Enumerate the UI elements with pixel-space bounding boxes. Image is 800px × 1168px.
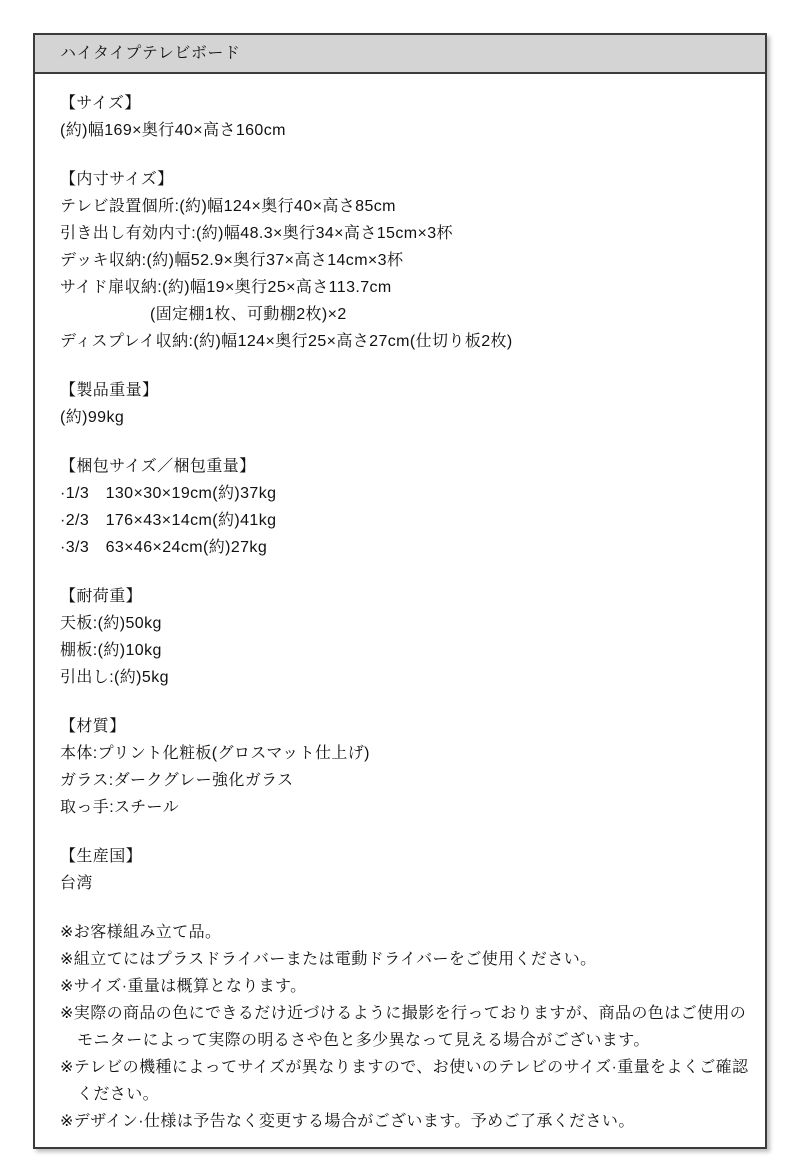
section-load-capacity [60,583,743,691]
spec-header [35,35,765,74]
spec-line: 本体:プリント化粧板(グロスマット仕上げ) [60,745,370,762]
section-material [60,713,743,821]
section-inner-size [60,166,743,355]
section-package [60,453,743,561]
note-line: ※お客様組み立て品。 [60,924,222,941]
note-line: ※組立てにはプラスドライバーまたは電動ドライバーをご使用ください。 [60,951,597,968]
spec-line: 取っ手:スチール [60,799,180,816]
section-heading: 【梱包サイズ／梱包重量】 [60,458,256,475]
spec-line: ·2/3 176×43×14cm(約)41kg [60,512,277,529]
spec-line: 天板:(約)50kg [60,615,162,632]
spec-line: テレビ設置個所:(約)幅124×奥行40×高さ85cm [60,198,396,215]
note-line: ※サイズ·重量は概算となります。 [60,978,307,995]
spec-line: デッキ収納:(約)幅52.9×奥行37×高さ14cm×3杯 [60,252,404,269]
spec-box [33,33,767,1149]
section-size [60,90,743,144]
spec-body [35,74,765,1147]
note-line: ※実際の商品の色にできるだけ近づけるように撮影を行っておりますが、商品の色はご使用の [60,1005,747,1022]
note-line: ※テレビの機種によってサイズが異なりますので、お使いのテレビのサイズ·重量をよくご確認 [60,1059,749,1076]
spec-title: ハイタイプテレビボード [60,45,241,62]
spec-line: 引出し:(約)5kg [60,669,169,686]
spec-line: 台湾 [60,875,93,892]
section-product-weight [60,377,743,431]
section-heading: 【材質】 [60,718,126,735]
spec-line: ガラス:ダークグレー強化ガラス [60,772,294,789]
spec-line: (約)99kg [60,409,125,426]
section-heading: 【生産国】 [60,848,143,865]
spec-line: 棚板:(約)10kg [60,642,162,659]
spec-line: (約)幅169×奥行40×高さ160cm [60,122,286,139]
spec-line: ·1/3 130×30×19cm(約)37kg [60,485,277,502]
section-heading: 【サイズ】 [60,95,141,112]
spec-line: 引き出し有効内寸:(約)幅48.3×奥行34×高さ15cm×3杯 [60,225,453,242]
note-line: ※デザイン·仕様は予告なく変更する場合がございます。予めご了承ください。 [60,1113,635,1130]
section-heading: 【内寸サイズ】 [60,171,174,188]
spec-line: (固定棚1枚、可動棚2枚)×2 [150,306,347,323]
section-heading: 【製品重量】 [60,382,159,399]
note-line: モニターによって実際の明るさや色と多少異なって見える場合がございます。 [77,1032,650,1049]
spec-line: ディスプレイ収納:(約)幅124×奥行25×高さ27cm(仕切り板2枚) [60,333,513,350]
notes-block [60,919,749,1135]
spec-line: ·3/3 63×46×24cm(約)27kg [60,539,268,556]
spec-line: サイド扉収納:(約)幅19×奥行25×高さ113.7cm [60,279,392,296]
section-heading: 【耐荷重】 [60,588,143,605]
note-line: ください。 [77,1086,160,1103]
section-country [60,843,743,897]
